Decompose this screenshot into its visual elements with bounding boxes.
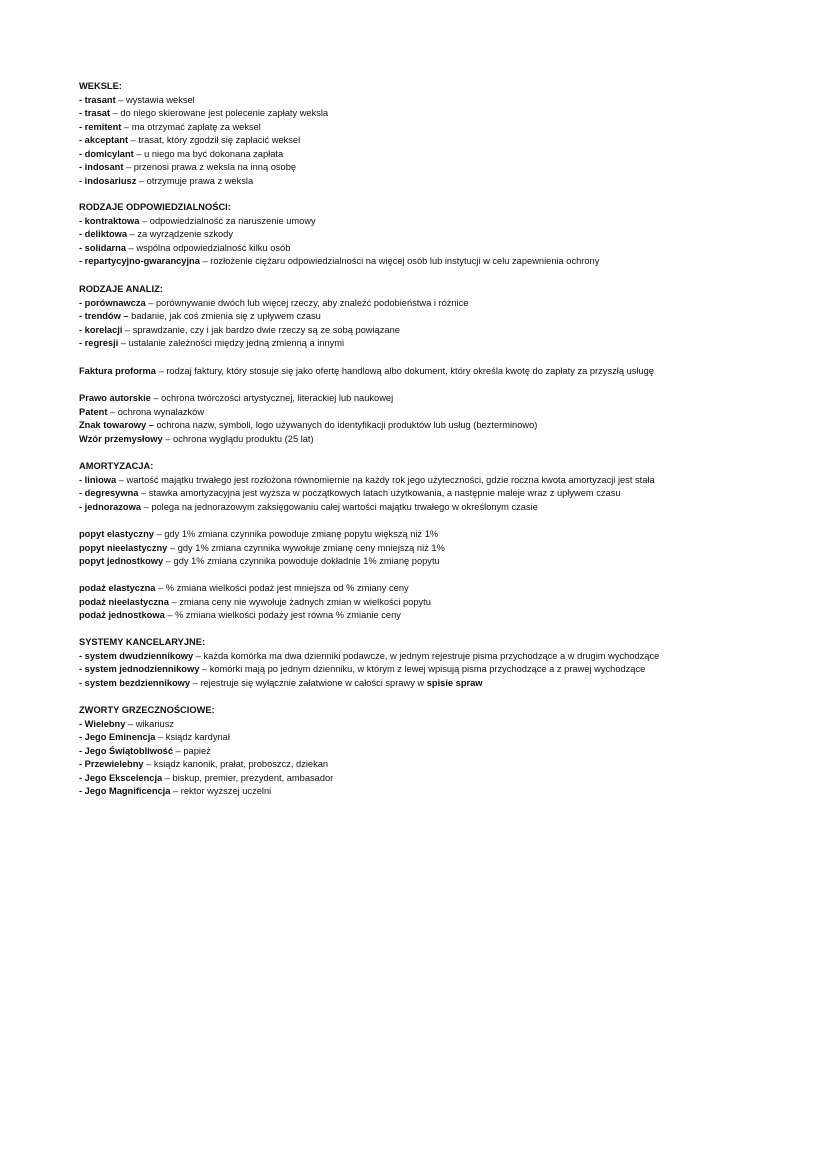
section-analizy: [79, 283, 799, 351]
definition: – za wyrządzenie szkody: [127, 229, 233, 239]
definition: – przenosi prawa z weksla na inną osobę: [123, 162, 297, 172]
definition: – trasat, który zgodził się zapłacić weksel: [128, 135, 301, 145]
definition: – papież: [173, 745, 211, 756]
list-item: [79, 596, 799, 610]
list-item: [79, 582, 799, 596]
section-faktura: [79, 365, 799, 379]
definition: – ksiądz kardynał: [155, 732, 230, 742]
definition: badanie, jak coś zmienia się z upływem czasu: [128, 311, 321, 321]
definition: – zmiana ceny nie wywołuje żadnych zmian w wielkości popytu: [168, 596, 431, 607]
section-prawa: [79, 392, 799, 446]
list-item: [79, 134, 799, 148]
term: - trasat: [79, 108, 111, 118]
definition: – ochrona wynalazków: [107, 406, 205, 417]
definition: – rozłożenie ciężaru odpowiedzialności na więcej osób lub instytucji w celu zapewnienia ochrony: [199, 256, 600, 266]
term: - remitent: [79, 121, 122, 132]
term: - indosariusz: [79, 175, 137, 186]
definition: – odpowiedzialność za naruszenie umowy: [139, 215, 316, 226]
term: - system bezdziennikowy: [79, 677, 191, 688]
definition: – komórki mają po jednym dzienniku, w którym z lewej wpisują pisma przychodzące a z prawej wychodzące: [199, 664, 646, 674]
term: - trasant: [79, 94, 116, 105]
list-item: [79, 718, 799, 732]
definition: – wartość majątku trwałego jest rozłożona równomiernie na każdy rok jego użyteczności, gdzie roczna kwota amortyzacji jest stała: [116, 474, 655, 485]
list-item: [79, 663, 799, 677]
list-item: [79, 107, 799, 121]
definition: – sprawdzanie, czy i jak bardzo dwie rzeczy są ze sobą powiązane: [122, 324, 400, 335]
definition: – otrzymuje prawa z weksla: [136, 175, 254, 186]
definition: – biskup, premier, prezydent, ambasador: [162, 772, 334, 783]
term: - Wielebny: [79, 718, 126, 729]
list-item: [79, 228, 799, 242]
section-title: ZWORTY GRZECZNOŚCIOWE:: [79, 705, 215, 715]
term: Znak towarowy –: [79, 420, 154, 430]
term: popyt elastyczny: [79, 529, 154, 539]
definition: – rejestruje się wyłącznie załatwione w całości sprawy w: [190, 677, 427, 688]
term: - trendów –: [79, 311, 129, 321]
list-item: [79, 758, 799, 772]
term: - deliktowa: [79, 229, 128, 239]
definition: – stawka amortyzacyjna jest wyższa w początkowych latach użytkowania, a następnie maleje wraz z upływem czasu: [138, 488, 621, 498]
term: Wzór przemysłowy: [79, 433, 163, 444]
term: - Jego Ekscelencja: [79, 772, 163, 783]
definition: – porównywanie dwóch lub więcej rzeczy, aby znaleźć podobieństwa i różnice: [145, 297, 469, 308]
list-item: [79, 310, 799, 324]
list-item: [79, 297, 799, 311]
definition: – polega na jednorazowym zaksięgowaniu całej wartości majątku trwałego w określonym czasie: [141, 501, 538, 512]
term: - Jego Świątobliwość: [79, 745, 174, 756]
term: - jednorazowa: [79, 501, 141, 512]
section-title: SYSTEMY KANCELARYJNE:: [79, 637, 206, 647]
list-item: [79, 501, 799, 515]
list-item: [79, 255, 799, 269]
term: podaż jednostkowa: [79, 610, 165, 620]
term: - akceptant: [79, 135, 129, 145]
term: Faktura proforma: [79, 366, 156, 376]
list-item: [79, 242, 799, 256]
list-item: [79, 215, 799, 229]
definition: – ma otrzymać zapłatę za weksel: [121, 121, 261, 132]
term: podaż nieelastyczna: [79, 596, 169, 607]
definition: – do niego skierowane jest polecenie zapłaty weksla: [110, 108, 329, 118]
term: - system jednodziennikowy: [79, 664, 200, 674]
list-item: [79, 148, 799, 162]
list-item: [79, 555, 799, 569]
definition: – wikariusz: [125, 718, 174, 729]
section-podaz: [79, 582, 799, 623]
list-item: [79, 772, 799, 786]
list-item: [79, 365, 799, 379]
definition: – każda komórka ma dwa dzienniki podawcze, w jednym rejestruje pisma przychodzące a w drugim wychodzące: [193, 650, 660, 661]
term: - system dwudziennikowy: [79, 650, 194, 661]
section-title: WEKSLE:: [79, 81, 122, 91]
term: Prawo autorskie: [79, 393, 151, 403]
term: - Jego Eminencja: [79, 732, 156, 742]
definition: – ochrona wyglądu produktu (25 lat): [162, 433, 314, 444]
term: popyt nieelastyczny: [79, 542, 168, 553]
section-kancelaryjne: [79, 636, 799, 690]
list-item: [79, 406, 799, 420]
definition: – rektor wyższej uczelni: [170, 786, 272, 796]
term: - indosant: [79, 162, 124, 172]
section-zwroty: [79, 704, 799, 799]
section-weksle: [79, 80, 799, 188]
term: - repartycyjno-gwarancyjna: [79, 256, 200, 266]
definition: – % zmiana wielkości podaż jest mniejsza od % zmiany ceny: [155, 583, 409, 593]
list-item: [79, 161, 799, 175]
term: - korelacji: [79, 324, 123, 335]
definition: ochrona nazw, symboli, logo używanych do identyfikacji produktów lub usług (bezterminowo): [153, 420, 538, 430]
list-item: [79, 94, 799, 108]
term: - liniowa: [79, 474, 117, 485]
list-item: [79, 175, 799, 189]
definition: – gdy 1% zmiana czynnika wywołuje zmianę ceny mniejszą niż 1%: [167, 542, 445, 553]
definition: – wspólna odpowiedzialność kilku osób: [126, 242, 291, 253]
definition: – ksiądz kanonik, prałat, proboszcz, dziekan: [143, 759, 329, 769]
list-item: [79, 542, 799, 556]
emphasis: spisie spraw: [426, 677, 483, 688]
term: - degresywna: [79, 488, 139, 498]
section-title: RODZAJE ANALIZ:: [79, 284, 163, 294]
list-item: [79, 433, 799, 447]
definition: – wystawia weksel: [115, 94, 195, 105]
term: - porównawcza: [79, 297, 146, 308]
list-item: [79, 121, 799, 135]
list-item: [79, 337, 799, 351]
definition: – u niego ma być dokonana zapłata: [133, 148, 284, 159]
term: - domicylant: [79, 148, 134, 159]
term: popyt jednostkowy: [79, 556, 164, 566]
term: - regresji: [79, 338, 119, 348]
term: Patent: [79, 406, 108, 417]
definition: – % zmiana wielkości podaży jest równa % zmianie ceny: [164, 610, 401, 620]
definition: – gdy 1% zmiana czynnika powoduje zmianę popytu większą niż 1%: [153, 529, 439, 539]
definition: – ochrona twórczości artystycznej, literackiej lub naukowej: [150, 393, 394, 403]
term: - Jego Magnificencja: [79, 786, 171, 796]
list-item: [79, 731, 799, 745]
section-popyt: [79, 528, 799, 569]
section-title: AMORTYZACJA:: [79, 461, 154, 471]
list-item: [79, 609, 799, 623]
section-odpowiedzialnosc: [79, 201, 799, 269]
list-item: [79, 528, 799, 542]
term: - kontraktowa: [79, 215, 140, 226]
term: podaż elastyczna: [79, 583, 156, 593]
definition: – ustalanie zależności między jedną zmienną a innymi: [118, 338, 345, 348]
section-title: RODZAJE ODPOWIEDZIALNOŚCI:: [79, 202, 231, 212]
list-item: [79, 419, 799, 433]
term: - Przewielebny: [79, 759, 144, 769]
list-item: [79, 785, 799, 799]
list-item: [79, 650, 799, 664]
definition: – rodzaj faktury, który stosuje się jako ofertę handlową albo dokument, który określa kwotę do zapłaty za przyszłą usługę: [155, 366, 654, 376]
term: - solidarna: [79, 242, 127, 253]
definition: – gdy 1% zmiana czynnika powoduje dokładnie 1% zmianę popytu: [163, 556, 440, 566]
list-item: [79, 487, 799, 501]
list-item: [79, 474, 799, 488]
list-item: [79, 392, 799, 406]
list-item: [79, 324, 799, 338]
list-item: [79, 677, 799, 691]
section-amortyzacja: [79, 460, 799, 514]
list-item: [79, 745, 799, 759]
